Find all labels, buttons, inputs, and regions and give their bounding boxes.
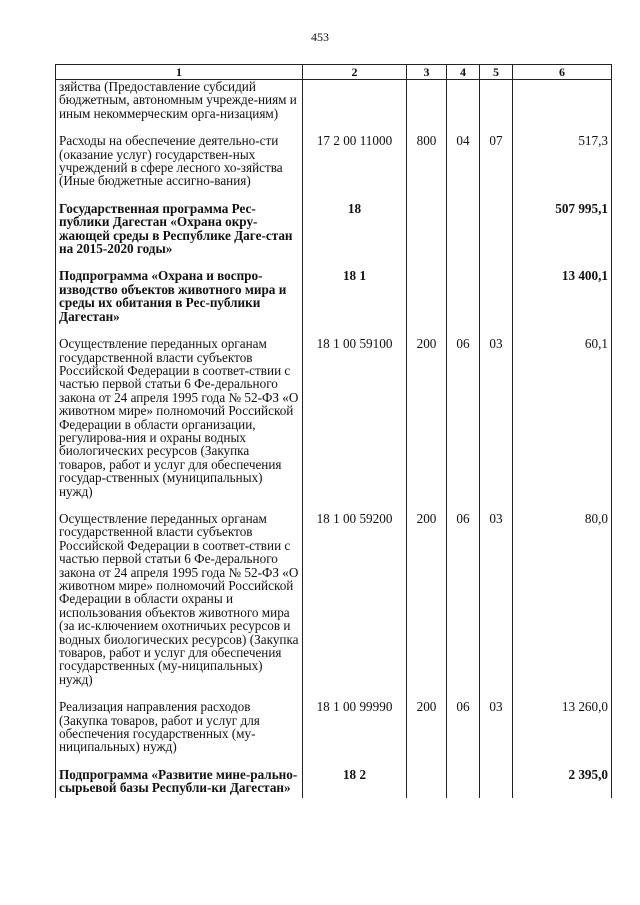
row-pr bbox=[480, 202, 513, 270]
row-name: Реализация направления расходов (Закупка товаров, работ и услуг для обеспечения государственных (му-ниципальных) нужд) bbox=[56, 700, 303, 768]
row-vr: 200 bbox=[407, 700, 447, 768]
row-name: Подпрограмма «Развитие мине-рально-сырьевой базы Республи-ки Дагестан» bbox=[56, 768, 303, 798]
row-vr: 200 bbox=[407, 512, 447, 700]
row-name: Осуществление переданных органам государственной власти субъектов Российской Федерации в соответ-ствии с частью первой статьи 6 Фе-дерального закона от 24 апреля 1995 года № 52-ФЗ «О животном мире» полномочий Российской Федерации в области организации, регулирова-ния и охраны водных биологических ресурсов (Закупка товаров, работ и услуг для обеспечения государ-ственных (муниципальных) нужд) bbox=[56, 337, 303, 512]
row-sum: 517,3 bbox=[513, 134, 612, 202]
row-rz bbox=[447, 269, 480, 337]
row-name: зяйства (Предоставление субсидий бюджетным, автономным учрежде-ниям и иным некоммерческим орга-низациям) bbox=[56, 80, 303, 135]
row-code: 17 2 00 11000 bbox=[303, 134, 407, 202]
header-col-5: 5 bbox=[480, 65, 513, 80]
row-rz: 06 bbox=[447, 512, 480, 700]
row-pr: 03 bbox=[480, 512, 513, 700]
row-pr: 07 bbox=[480, 134, 513, 202]
header-col-6: 6 bbox=[513, 65, 612, 80]
row-rz: 04 bbox=[447, 134, 480, 202]
table-row bbox=[56, 269, 612, 337]
header-col-1: 1 bbox=[56, 65, 303, 80]
row-name: Государственная программа Рес-публики Дагестан «Охрана окру-жающей среды в Республике Даге-стан на 2015-2020 годы» bbox=[56, 202, 303, 270]
row-pr bbox=[480, 269, 513, 337]
row-vr bbox=[407, 768, 447, 798]
table-row bbox=[56, 80, 612, 135]
row-name: Расходы на обеспечение деятельно-сти (оказание услуг) государствен-ных учреждений в сфере лесного хо-зяйства (Иные бюджетные ассигно-вания) bbox=[56, 134, 303, 202]
row-code: 18 1 00 59100 bbox=[303, 337, 407, 512]
row-rz: 06 bbox=[447, 337, 480, 512]
row-pr: 03 bbox=[480, 700, 513, 768]
row-sum: 60,1 bbox=[513, 337, 612, 512]
row-rz bbox=[447, 768, 480, 798]
row-sum: 2 395,0 bbox=[513, 768, 612, 798]
row-rz bbox=[447, 202, 480, 270]
row-sum: 13 400,1 bbox=[513, 269, 612, 337]
row-vr bbox=[407, 269, 447, 337]
row-vr: 200 bbox=[407, 337, 447, 512]
row-sum: 13 260,0 bbox=[513, 700, 612, 768]
header-col-2: 2 bbox=[303, 65, 407, 80]
row-vr bbox=[407, 202, 447, 270]
row-pr bbox=[480, 768, 513, 798]
budget-table bbox=[55, 64, 612, 798]
row-code: 18 1 bbox=[303, 269, 407, 337]
row-code: 18 bbox=[303, 202, 407, 270]
table-row bbox=[56, 134, 612, 202]
row-code bbox=[303, 80, 407, 135]
table-row bbox=[56, 202, 612, 270]
header-row bbox=[56, 65, 612, 80]
row-code: 18 2 bbox=[303, 768, 407, 798]
row-vr bbox=[407, 80, 447, 135]
table-row bbox=[56, 512, 612, 700]
table-row bbox=[56, 700, 612, 768]
table-row bbox=[56, 337, 612, 512]
row-sum bbox=[513, 80, 612, 135]
row-name: Подпрограмма «Охрана и воспро-изводство объектов животного мира и среды их обитания в Рес-публики Дагестан» bbox=[56, 269, 303, 337]
row-sum: 507 995,1 bbox=[513, 202, 612, 270]
header-col-4: 4 bbox=[447, 65, 480, 80]
row-rz: 06 bbox=[447, 700, 480, 768]
page-number: 453 bbox=[311, 30, 329, 44]
header-col-3: 3 bbox=[407, 65, 447, 80]
row-code: 18 1 00 99990 bbox=[303, 700, 407, 768]
row-vr: 800 bbox=[407, 134, 447, 202]
row-name: Осуществление переданных органам государственной власти субъектов Российской Федерации в соответ-ствии с частью первой статьи 6 Фе-дерального закона от 24 апреля 1995 года № 52-ФЗ «О животном мире» полномочий Российской Федерации в области охраны и использования объектов животного мира (за ис-ключением охотничьих ресурсов и водных биологических ресурсов) (Закупка товаров, работ и услуг для обеспечения государственных (му-ниципальных) нужд) bbox=[56, 512, 303, 700]
row-pr bbox=[480, 80, 513, 135]
row-pr: 03 bbox=[480, 337, 513, 512]
row-sum: 80,0 bbox=[513, 512, 612, 700]
row-rz bbox=[447, 80, 480, 135]
table-row bbox=[56, 768, 612, 798]
row-code: 18 1 00 59200 bbox=[303, 512, 407, 700]
